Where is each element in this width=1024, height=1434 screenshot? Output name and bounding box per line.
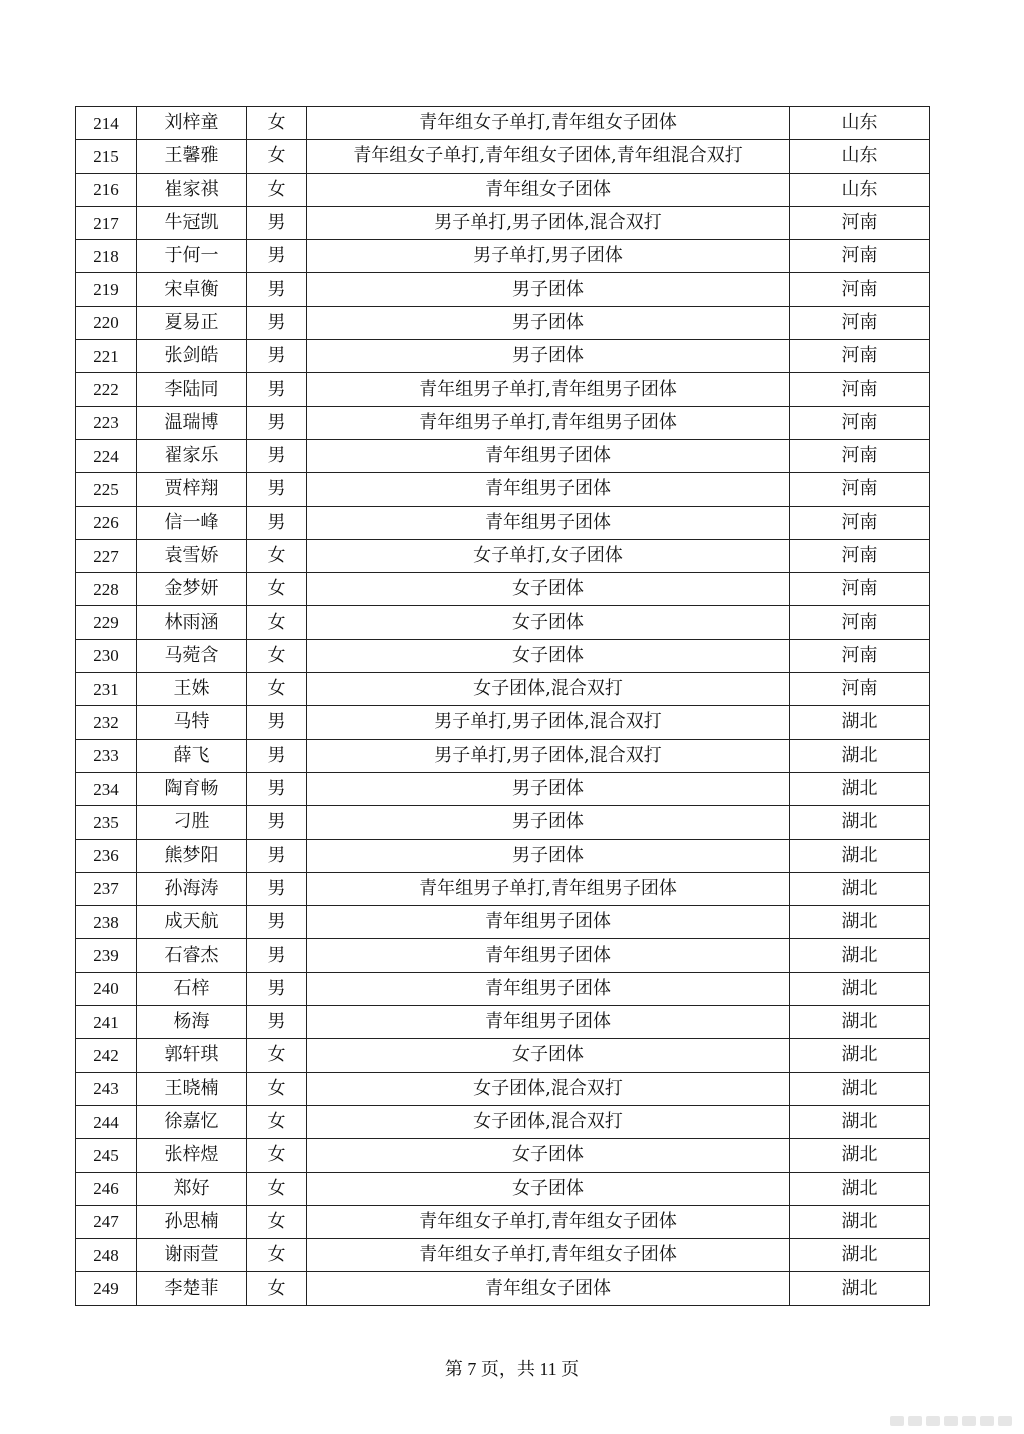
cell-sex: 女 xyxy=(247,539,307,572)
cell-sex: 女 xyxy=(247,606,307,639)
cell-province: 湖北 xyxy=(790,1139,930,1172)
cell-province: 湖北 xyxy=(790,1272,930,1305)
cell-number: 238 xyxy=(76,906,137,939)
cell-number: 217 xyxy=(76,206,137,239)
cell-sex: 男 xyxy=(247,406,307,439)
cell-sex: 男 xyxy=(247,240,307,273)
cell-events: 青年组男子单打,青年组男子团体 xyxy=(307,872,790,905)
cell-events: 女子团体 xyxy=(307,639,790,672)
cell-number: 224 xyxy=(76,439,137,472)
cell-province: 河南 xyxy=(790,340,930,373)
cell-province: 河南 xyxy=(790,406,930,439)
cell-events: 女子团体,混合双打 xyxy=(307,1072,790,1105)
cell-events: 男子单打,男子团体,混合双打 xyxy=(307,206,790,239)
cell-province: 湖北 xyxy=(790,806,930,839)
cell-name: 马特 xyxy=(137,706,247,739)
table-row xyxy=(76,1006,930,1039)
cell-events: 青年组男子团体 xyxy=(307,439,790,472)
cell-events: 男子团体 xyxy=(307,273,790,306)
cell-events: 女子团体 xyxy=(307,573,790,606)
athlete-roster-table xyxy=(75,106,930,1306)
cell-province: 湖北 xyxy=(790,1072,930,1105)
cell-province: 河南 xyxy=(790,539,930,572)
table-row xyxy=(76,1139,930,1172)
table-row xyxy=(76,539,930,572)
cell-sex: 男 xyxy=(247,739,307,772)
table-row xyxy=(76,273,930,306)
cell-events: 青年组女子单打,青年组女子团体 xyxy=(307,1239,790,1272)
cell-number: 214 xyxy=(76,107,137,140)
cell-events: 男子团体 xyxy=(307,306,790,339)
cell-number: 230 xyxy=(76,639,137,672)
cell-name: 杨海 xyxy=(137,1006,247,1039)
cell-province: 河南 xyxy=(790,573,930,606)
table-row xyxy=(76,573,930,606)
cell-events: 女子团体 xyxy=(307,606,790,639)
table-row xyxy=(76,839,930,872)
cell-sex: 男 xyxy=(247,506,307,539)
cell-events: 青年组女子团体 xyxy=(307,173,790,206)
cell-province: 河南 xyxy=(790,473,930,506)
cell-number: 249 xyxy=(76,1272,137,1305)
cell-sex: 女 xyxy=(247,1205,307,1238)
cell-sex: 女 xyxy=(247,1072,307,1105)
cell-province: 湖北 xyxy=(790,1172,930,1205)
cell-number: 226 xyxy=(76,506,137,539)
cell-sex: 男 xyxy=(247,772,307,805)
cell-name: 孙海涛 xyxy=(137,872,247,905)
cell-name: 郭轩琪 xyxy=(137,1039,247,1072)
cell-number: 247 xyxy=(76,1205,137,1238)
cell-sex: 女 xyxy=(247,1272,307,1305)
cell-sex: 女 xyxy=(247,1139,307,1172)
cell-number: 225 xyxy=(76,473,137,506)
cell-province: 河南 xyxy=(790,606,930,639)
cell-name: 孙思楠 xyxy=(137,1205,247,1238)
cell-name: 张梓煜 xyxy=(137,1139,247,1172)
cell-name: 崔家祺 xyxy=(137,173,247,206)
cell-province: 湖北 xyxy=(790,906,930,939)
cell-number: 223 xyxy=(76,406,137,439)
cell-name: 翟家乐 xyxy=(137,439,247,472)
cell-sex: 男 xyxy=(247,273,307,306)
cell-number: 221 xyxy=(76,340,137,373)
cell-name: 刘梓童 xyxy=(137,107,247,140)
cell-province: 河南 xyxy=(790,240,930,273)
cell-name: 王晓楠 xyxy=(137,1072,247,1105)
cell-name: 信一峰 xyxy=(137,506,247,539)
cell-name: 夏易正 xyxy=(137,306,247,339)
cell-name: 薛飞 xyxy=(137,739,247,772)
table-row xyxy=(76,306,930,339)
cell-events: 男子团体 xyxy=(307,772,790,805)
cell-province: 湖北 xyxy=(790,706,930,739)
cell-province: 河南 xyxy=(790,306,930,339)
cell-sex: 男 xyxy=(247,939,307,972)
cell-number: 227 xyxy=(76,539,137,572)
table-row xyxy=(76,1072,930,1105)
cell-name: 刁胜 xyxy=(137,806,247,839)
cell-province: 河南 xyxy=(790,506,930,539)
cell-number: 244 xyxy=(76,1105,137,1138)
table-row xyxy=(76,1172,930,1205)
cell-number: 240 xyxy=(76,972,137,1005)
cell-sex: 男 xyxy=(247,340,307,373)
cell-name: 王姝 xyxy=(137,673,247,706)
cell-events: 女子团体 xyxy=(307,1172,790,1205)
cell-number: 218 xyxy=(76,240,137,273)
cell-province: 河南 xyxy=(790,373,930,406)
cell-events: 女子单打,女子团体 xyxy=(307,539,790,572)
cell-province: 河南 xyxy=(790,273,930,306)
cell-name: 李陆同 xyxy=(137,373,247,406)
table-row xyxy=(76,240,930,273)
cell-events: 男子单打,男子团体 xyxy=(307,240,790,273)
table-row xyxy=(76,1239,930,1272)
cell-sex: 女 xyxy=(247,1105,307,1138)
cell-province: 山东 xyxy=(790,173,930,206)
cell-name: 熊梦阳 xyxy=(137,839,247,872)
cell-sex: 男 xyxy=(247,872,307,905)
cell-province: 湖北 xyxy=(790,739,930,772)
cell-name: 金梦妍 xyxy=(137,573,247,606)
cell-province: 河南 xyxy=(790,639,930,672)
cell-province: 湖北 xyxy=(790,1039,930,1072)
cell-number: 245 xyxy=(76,1139,137,1172)
cell-sex: 男 xyxy=(247,373,307,406)
cell-name: 马菀含 xyxy=(137,639,247,672)
cell-number: 215 xyxy=(76,140,137,173)
cell-number: 231 xyxy=(76,673,137,706)
cell-name: 石睿杰 xyxy=(137,939,247,972)
cell-sex: 男 xyxy=(247,206,307,239)
cell-name: 石梓 xyxy=(137,972,247,1005)
cell-province: 湖北 xyxy=(790,939,930,972)
table-row xyxy=(76,1272,930,1305)
table-row xyxy=(76,140,930,173)
cell-sex: 男 xyxy=(247,439,307,472)
cell-province: 河南 xyxy=(790,206,930,239)
cell-sex: 男 xyxy=(247,473,307,506)
cell-province: 山东 xyxy=(790,107,930,140)
cell-number: 229 xyxy=(76,606,137,639)
cell-events: 男子团体 xyxy=(307,839,790,872)
cell-number: 237 xyxy=(76,872,137,905)
cell-name: 宋卓衡 xyxy=(137,273,247,306)
cell-sex: 女 xyxy=(247,1239,307,1272)
cell-events: 青年组男子团体 xyxy=(307,939,790,972)
table-row xyxy=(76,806,930,839)
cell-events: 青年组男子单打,青年组男子团体 xyxy=(307,406,790,439)
table-row xyxy=(76,173,930,206)
cell-number: 234 xyxy=(76,772,137,805)
cell-events: 女子团体,混合双打 xyxy=(307,673,790,706)
cell-name: 李楚菲 xyxy=(137,1272,247,1305)
cell-number: 236 xyxy=(76,839,137,872)
table-row xyxy=(76,406,930,439)
cell-number: 242 xyxy=(76,1039,137,1072)
table-row xyxy=(76,972,930,1005)
page-number: 第 7 页，共 11 页 xyxy=(444,1359,580,1379)
table-row xyxy=(76,639,930,672)
table-row xyxy=(76,340,930,373)
cell-name: 成天航 xyxy=(137,906,247,939)
table-row xyxy=(76,939,930,972)
cell-name: 张剑皓 xyxy=(137,340,247,373)
cell-sex: 女 xyxy=(247,140,307,173)
cell-province: 湖北 xyxy=(790,1239,930,1272)
cell-sex: 女 xyxy=(247,107,307,140)
cell-province: 湖北 xyxy=(790,1205,930,1238)
cell-name: 陶育畅 xyxy=(137,772,247,805)
cell-name: 徐嘉忆 xyxy=(137,1105,247,1138)
cell-sex: 女 xyxy=(247,673,307,706)
table-row xyxy=(76,439,930,472)
cell-events: 青年组男子单打,青年组男子团体 xyxy=(307,373,790,406)
cell-sex: 男 xyxy=(247,306,307,339)
cell-sex: 男 xyxy=(247,972,307,1005)
table-row xyxy=(76,107,930,140)
cell-events: 青年组男子团体 xyxy=(307,506,790,539)
cell-events: 青年组女子单打,青年组女子团体 xyxy=(307,1205,790,1238)
cell-number: 241 xyxy=(76,1006,137,1039)
cell-name: 郑好 xyxy=(137,1172,247,1205)
cell-number: 233 xyxy=(76,739,137,772)
cell-province: 湖北 xyxy=(790,872,930,905)
cell-events: 男子团体 xyxy=(307,806,790,839)
cell-sex: 女 xyxy=(247,1039,307,1072)
cell-name: 牛冠凯 xyxy=(137,206,247,239)
cell-sex: 女 xyxy=(247,573,307,606)
cell-events: 青年组男子团体 xyxy=(307,1006,790,1039)
cell-name: 温瑞博 xyxy=(137,406,247,439)
cell-province: 湖北 xyxy=(790,1105,930,1138)
cell-number: 228 xyxy=(76,573,137,606)
table-row xyxy=(76,1039,930,1072)
cell-number: 222 xyxy=(76,373,137,406)
cell-events: 青年组女子团体 xyxy=(307,1272,790,1305)
cell-sex: 男 xyxy=(247,906,307,939)
table-row xyxy=(76,772,930,805)
cell-number: 239 xyxy=(76,939,137,972)
cell-province: 河南 xyxy=(790,439,930,472)
table-row xyxy=(76,373,930,406)
table-row xyxy=(76,1205,930,1238)
cell-number: 246 xyxy=(76,1172,137,1205)
cell-events: 男子团体 xyxy=(307,340,790,373)
cell-events: 女子团体 xyxy=(307,1039,790,1072)
table-row xyxy=(76,206,930,239)
cell-number: 232 xyxy=(76,706,137,739)
cell-province: 湖北 xyxy=(790,839,930,872)
cell-sex: 女 xyxy=(247,639,307,672)
cell-province: 河南 xyxy=(790,673,930,706)
cell-sex: 女 xyxy=(247,1172,307,1205)
cell-number: 216 xyxy=(76,173,137,206)
roster-body xyxy=(76,107,930,1306)
cell-events: 青年组男子团体 xyxy=(307,473,790,506)
table-row xyxy=(76,706,930,739)
cell-province: 湖北 xyxy=(790,972,930,1005)
cell-name: 于何一 xyxy=(137,240,247,273)
table-row xyxy=(76,1105,930,1138)
table-row xyxy=(76,506,930,539)
cell-events: 青年组男子团体 xyxy=(307,972,790,1005)
cell-number: 220 xyxy=(76,306,137,339)
cell-events: 女子团体 xyxy=(307,1139,790,1172)
cell-number: 248 xyxy=(76,1239,137,1272)
cell-sex: 男 xyxy=(247,839,307,872)
cell-sex: 男 xyxy=(247,1006,307,1039)
table-row xyxy=(76,606,930,639)
cell-province: 山东 xyxy=(790,140,930,173)
cell-name: 林雨涵 xyxy=(137,606,247,639)
cell-name: 袁雪娇 xyxy=(137,539,247,572)
cell-events: 女子团体,混合双打 xyxy=(307,1105,790,1138)
cell-name: 谢雨萱 xyxy=(137,1239,247,1272)
cell-province: 湖北 xyxy=(790,772,930,805)
cell-events: 青年组女子单打,青年组女子团体,青年组混合双打 xyxy=(307,140,790,173)
cell-sex: 男 xyxy=(247,806,307,839)
cell-province: 湖北 xyxy=(790,1006,930,1039)
table-row xyxy=(76,673,930,706)
table-row xyxy=(76,906,930,939)
cell-events: 男子单打,男子团体,混合双打 xyxy=(307,739,790,772)
cell-events: 青年组男子团体 xyxy=(307,906,790,939)
table-row xyxy=(76,872,930,905)
watermark-dots xyxy=(890,1416,1012,1426)
cell-number: 243 xyxy=(76,1072,137,1105)
table-row xyxy=(76,473,930,506)
cell-sex: 男 xyxy=(247,706,307,739)
cell-number: 235 xyxy=(76,806,137,839)
cell-number: 219 xyxy=(76,273,137,306)
cell-events: 男子单打,男子团体,混合双打 xyxy=(307,706,790,739)
cell-name: 王馨雅 xyxy=(137,140,247,173)
cell-events: 青年组女子单打,青年组女子团体 xyxy=(307,107,790,140)
table-row xyxy=(76,739,930,772)
cell-sex: 女 xyxy=(247,173,307,206)
cell-name: 贾梓翔 xyxy=(137,473,247,506)
